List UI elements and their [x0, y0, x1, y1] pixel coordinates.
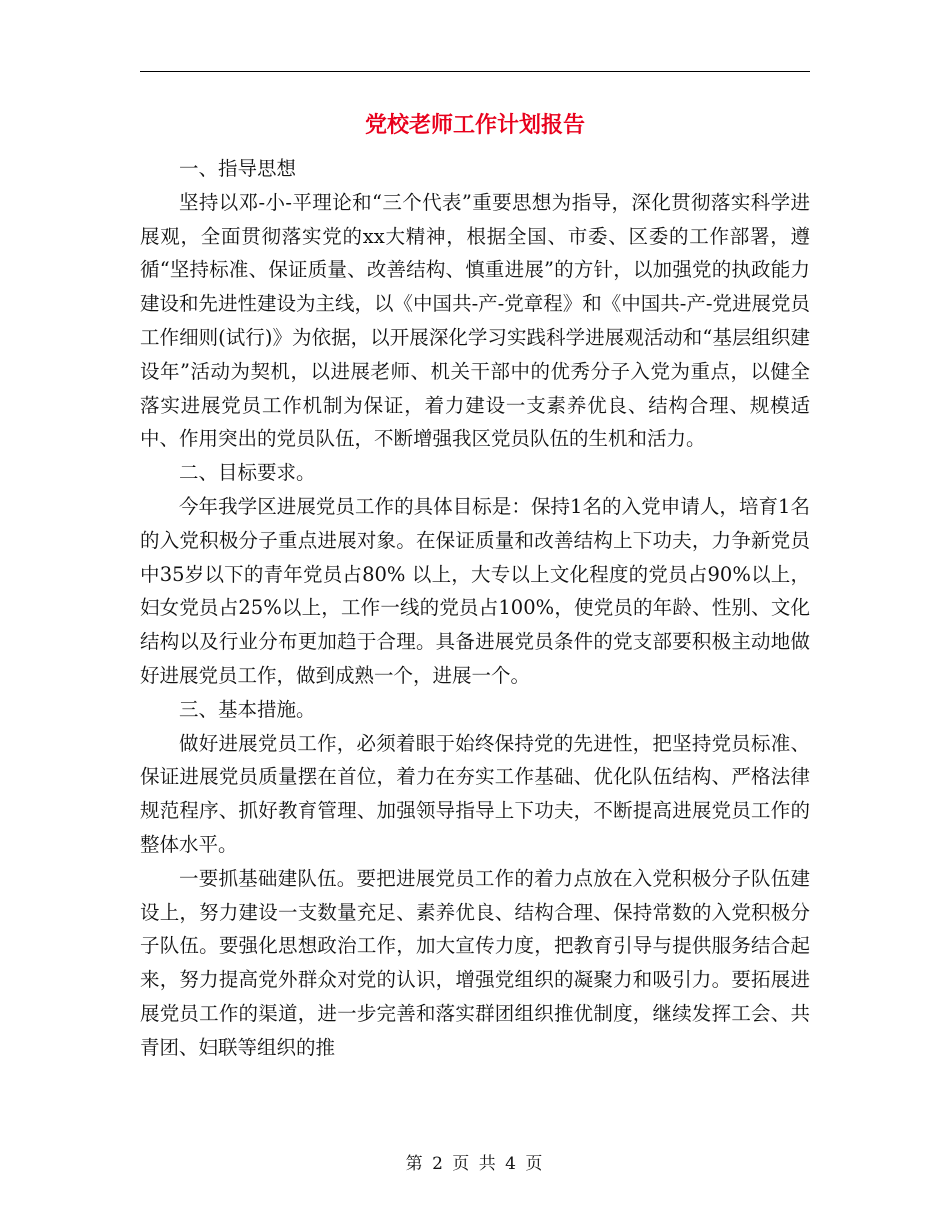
paragraph-guiding-ideology: 坚持以邓-小-平理论和“三个代表”重要思想为指导，深化贯彻落实科学进展观，全面贯彻落实党的xx大精神，根据全国、市委、区委的工作部署，遵循“坚持标准、保证质量、改善结构、慎重进展”的方针，以加强党的执政能力建设和先进性建设为主线，以《中国共-产-党章程》和《中国共-产-党进展党员工作细则(试行)》为依据，以开展深化学习实践科学进展观活动和“基层组织建设年”活动为契机，以进展老师、机关干部中的优秀分子入党为重点，以健全落实进展党员工作机制为保证，着力建设一支素养优良、结构合理、规模适中、作用突出的党员队伍，不断增强我区党员队伍的生机和活力。 [140, 190, 810, 451]
section-heading-guiding-ideology: 一、指导思想 [179, 157, 297, 180]
header-rule [140, 71, 810, 72]
paragraph-measures-intro: 做好进展党员工作，必须着眼于始终保持党的先进性，把坚持党员标准、保证进展党员质量摆在首位，着力在夯实工作基础、优化队伍结构、严格法律规范程序、抓好教育管理、加强领导指导上下功夫，不断提高进展党员工作的整体水平。 [140, 731, 810, 856]
paragraph-goals: 今年我学区进展党员工作的具体目标是：保持1名的入党申请人，培育1名的入党积极分子重点进展对象。在保证质量和改善结构上下功夫，力争新党员中35岁以下的青年党员占80% 以上，大专以上文化程度的党员占90%以上，妇女党员占25%以上，工作一线的党员占100%，使党员的年龄、性别、文化结构以及行业分布更加趋于合理。具备进展党员条件的党支部要积极主动地做好进展党员工作，做到成熟一个，进展一个。 [140, 494, 810, 687]
document-body [140, 152, 810, 1065]
document-title: 党校老师工作计划报告 [364, 112, 585, 138]
paragraph-measures-first: 一要抓基础建队伍。要把进展党员工作的着力点放在入党积极分子队伍建设上，努力建设一支数量充足、素养优良、结构合理、保持常数的入党积极分子队伍。要强化思想政治工作，加大宣传力度，把教育引导与提供服务结合起来，努力提高党外群众对党的认识，增强党组织的凝聚力和吸引力。要拓展进展党员工作的渠道，进一步完善和落实群团组织推优制度，继续发挥工会、共青团、妇联等组织的推 [140, 866, 810, 1059]
section-heading-goals: 二、目标要求。 [179, 461, 316, 485]
section-heading-measures: 三、基本措施。 [179, 697, 316, 721]
page-number: 第 2 页 共 4 页 [405, 1154, 545, 1174]
